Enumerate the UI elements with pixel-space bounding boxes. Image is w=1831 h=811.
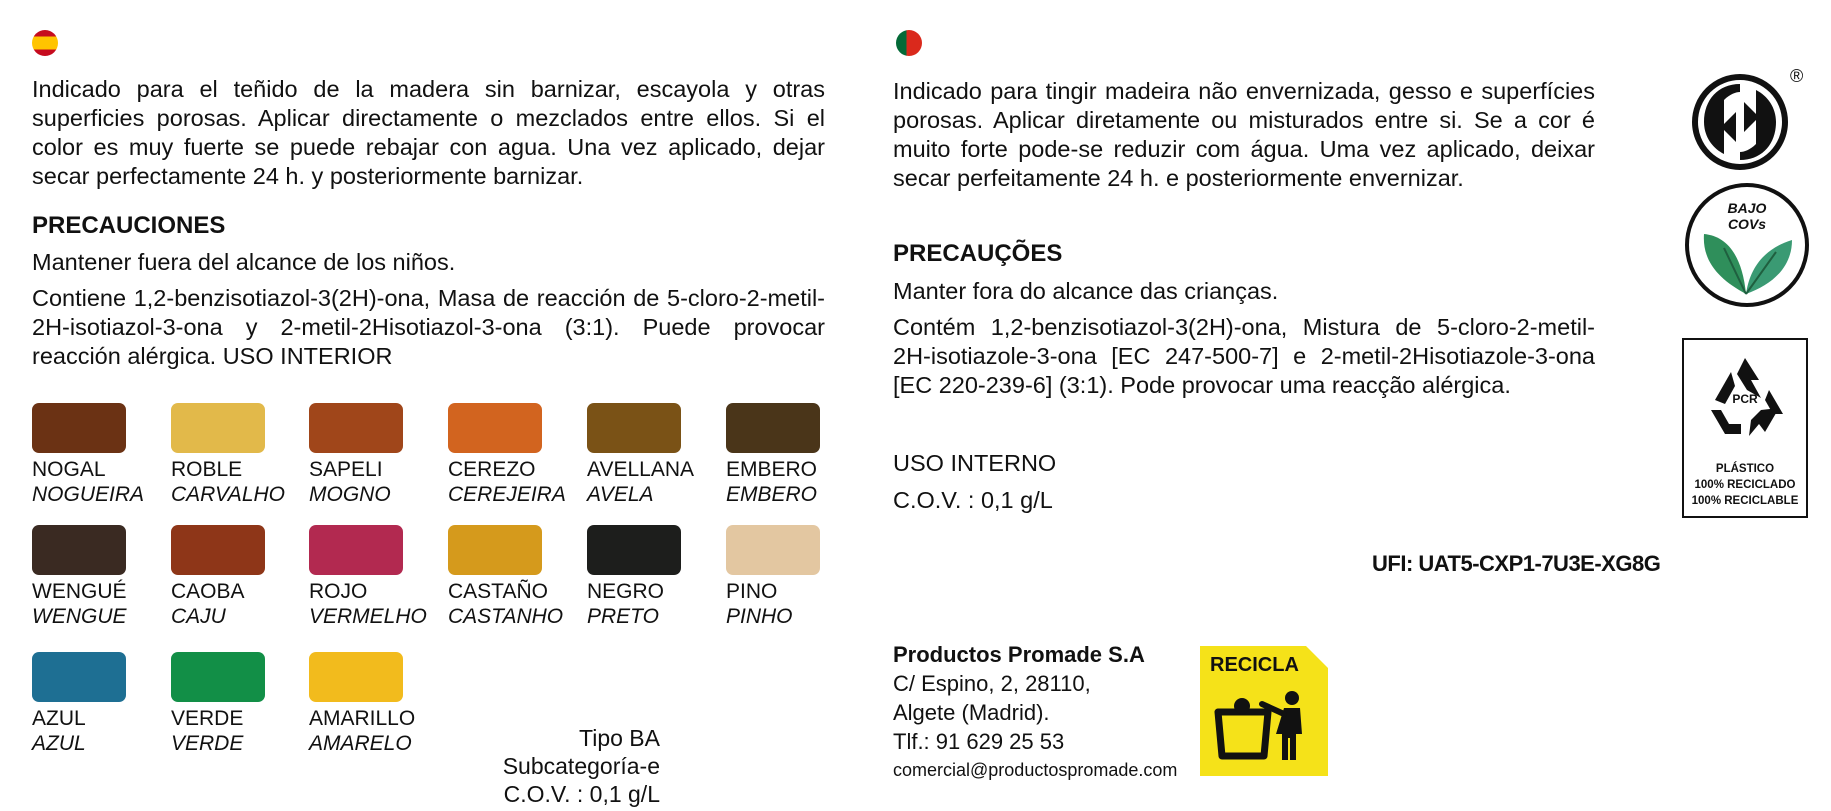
color-chip [32, 652, 126, 702]
company-email: comercial@productospromade.com [893, 760, 1178, 780]
registered-mark: ® [1790, 66, 1804, 86]
color-name-pt: PINHO [726, 605, 793, 628]
pcr-text [1684, 461, 1806, 509]
color-chip [587, 403, 681, 453]
color-name-pt: CASTANHO [448, 605, 564, 628]
pcr-line-3: 100% RECICLABLE [1691, 495, 1799, 507]
color-name-es: VERDE [171, 707, 244, 730]
color-chip [448, 525, 542, 575]
color-chip [726, 525, 820, 575]
color-chip [587, 525, 681, 575]
color-chip [171, 403, 265, 453]
ufi-code: UFI: UAT5-CXP1-7U3E-XG8G [1372, 551, 1661, 576]
low-voc-badge [1684, 182, 1810, 313]
type-label: Tipo BA [579, 725, 660, 751]
color-name-pt: AMARELO [309, 732, 412, 755]
color-name-es: AMARILLO [309, 707, 416, 730]
recicla-logo [1200, 646, 1328, 776]
pcr-line-2: 100% RECICLADO [1694, 479, 1796, 491]
swatch-negro [587, 525, 725, 629]
pt-intro: Indicado para tingir madeira não envernizada, gesso e superfícies porosas. Aplicar diretamente ou misturados entre si. Se a cor é muito forte pode-se reduzir com água. Uma vez aplicado, deixar secar perfeitamente 24 h. e posteriormente envernizar. [893, 78, 1595, 191]
swatch-wengue [32, 525, 170, 629]
swatch-nogal [32, 403, 170, 507]
color-name-pt: NOGUEIRA [32, 483, 145, 506]
voc-label: C.O.V. : 0,1 g/L [503, 781, 660, 807]
color-name-pt: CARVALHO [171, 483, 285, 506]
subcategory-label: Subcategoría-e [502, 753, 660, 779]
company-phone: Tlf.: 91 629 25 53 [893, 729, 1065, 754]
swatch-avellana [587, 403, 725, 507]
swatch-sapeli [309, 403, 447, 507]
color-name-pt: AZUL [32, 732, 86, 755]
pt-use: USO INTERNO [893, 450, 1057, 476]
color-chip [726, 403, 820, 453]
product-type-box [470, 724, 660, 808]
color-name-es: PINO [726, 580, 778, 603]
recicla-label: RECICLA [1210, 654, 1299, 676]
color-name-pt: VERDE [171, 732, 244, 755]
swatch-roble [171, 403, 309, 507]
low-voc-line-2: COVs [1727, 216, 1767, 232]
company-info [893, 640, 1177, 785]
spain-flag-icon [32, 30, 58, 56]
pt-voc: C.O.V. : 0,1 g/L [893, 487, 1053, 513]
es-precaution-1: Mantener fuera del alcance de los niños. [32, 249, 456, 275]
company-address-2: Algete (Madrid). [893, 700, 1050, 725]
color-chip [171, 525, 265, 575]
pcr-badge [1682, 338, 1808, 518]
portugal-flag-icon [896, 30, 922, 56]
pt-precaution-2: Contém 1,2-benzisotiazol-3(2H)-ona, Mistura de 5-cloro-2-metil-2H-isotiazole-3-ona [EC 247-500-7] e 2-metil-2Hisotiazole-3-ona [EC 220-239-6] (3:1). Pode provocar uma reacção alérgica. [893, 314, 1595, 398]
color-name-es: ROJO [309, 580, 368, 603]
color-chip [171, 652, 265, 702]
es-precautions-title: PRECAUCIONES [32, 212, 226, 239]
swatch-amarillo [309, 652, 447, 756]
company-name: Productos Promade S.A [893, 642, 1145, 667]
color-name-es: EMBERO [726, 458, 818, 481]
color-name-es: NOGAL [32, 458, 106, 481]
green-dot-icon [1692, 70, 1792, 170]
color-name-pt: EMBERO [726, 483, 818, 506]
color-name-es: SAPELI [309, 458, 383, 481]
recycling-bin-person-icon [1210, 690, 1320, 770]
swatch-cerezo [448, 403, 586, 507]
color-chip [309, 403, 403, 453]
pt-precautions-title: PRECAUÇÕES [893, 240, 1063, 267]
color-name-pt: VERMELHO [309, 605, 427, 628]
color-name-pt: CAJU [171, 605, 226, 628]
swatch-pino [726, 525, 864, 629]
color-name-pt: CEREJEIRA [448, 483, 566, 506]
color-name-es: AVELLANA [587, 458, 694, 481]
recicla-fold [1306, 646, 1328, 668]
color-name-pt: AVELA [587, 483, 654, 506]
swatch-verde [171, 652, 309, 756]
swatch-rojo [309, 525, 447, 629]
company-address-1: C/ Espino, 2, 28110, [893, 671, 1091, 696]
color-name-pt: WENGUE [32, 605, 127, 628]
color-name-es: CEREZO [448, 458, 536, 481]
es-precaution-2: Contiene 1,2-benzisotiazol-3(2H)-ona, Masa de reacción de 5-cloro-2-metil-2H-isotiazol-3-ona y 2-metil-2Hisotiazol-3-ona (3:1). Puede provocar reacción alérgica. USO INTERIOR [32, 285, 825, 369]
es-intro: Indicado para el teñido de la madera sin barnizar, escayola y otras superficies porosas. Aplicar directamente o mezclados entre ellos. Si el color es muy fuerte se puede rebajar con agua. Una vez aplicado, dejar secar perfectamente 24 h. y posteriormente barnizar. [32, 76, 825, 189]
low-voc-label [1684, 200, 1810, 232]
color-chip [309, 652, 403, 702]
pcr-label: PCR [1732, 392, 1758, 406]
color-name-pt: MOGNO [309, 483, 391, 506]
pcr-line-1: PLÁSTICO [1715, 463, 1775, 475]
swatch-azul [32, 652, 170, 756]
green-dot-logo [1692, 66, 1804, 175]
pt-precaution-1: Manter fora do alcance das crianças. [893, 278, 1279, 304]
color-name-pt: PRETO [587, 605, 659, 628]
color-chip [309, 525, 403, 575]
color-name-es: ROBLE [171, 458, 243, 481]
color-chip [448, 403, 542, 453]
color-name-es: AZUL [32, 707, 86, 730]
swatch-embero [726, 403, 864, 507]
swatch-caoba [171, 525, 309, 629]
color-name-es: NEGRO [587, 580, 665, 603]
color-name-es: CAOBA [171, 580, 245, 603]
low-voc-line-1: BAJO [1727, 200, 1767, 216]
color-chip [32, 525, 126, 575]
swatch-castano [448, 525, 586, 629]
color-name-es: WENGUÉ [32, 580, 127, 603]
color-chip [32, 403, 126, 453]
color-name-es: CASTAÑO [448, 580, 548, 603]
